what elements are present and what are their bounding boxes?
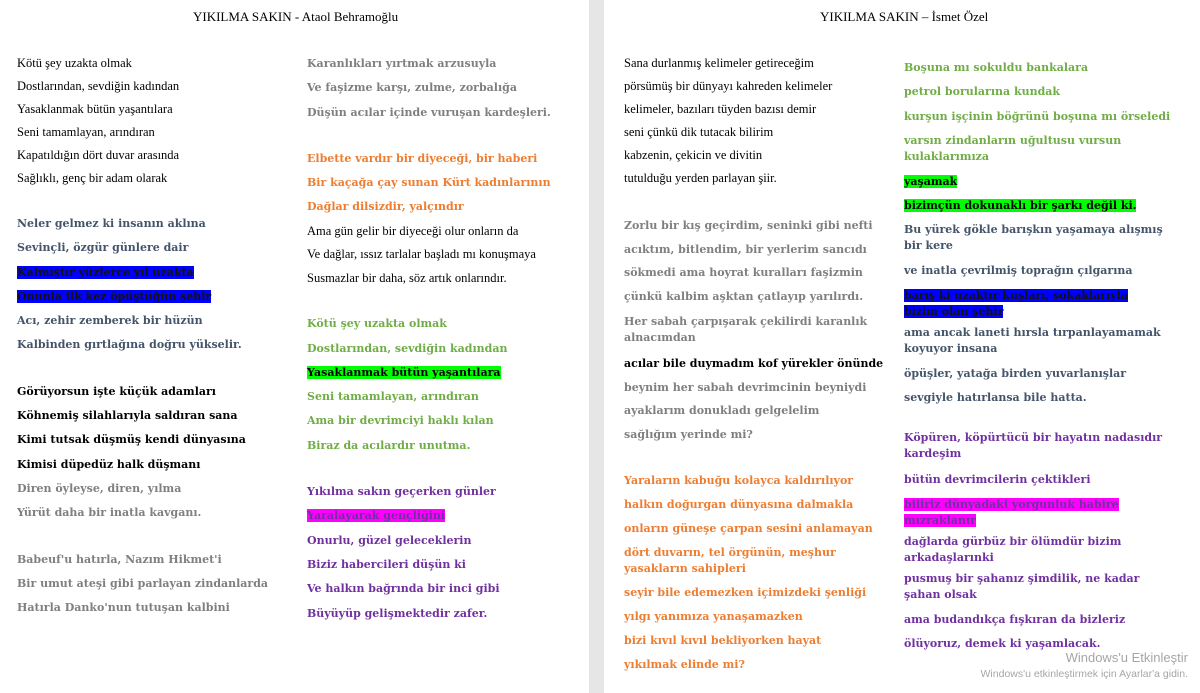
poem-line-highlighted (904, 170, 1164, 194)
poem-line: sağlığım yerinde mi? (624, 427, 753, 441)
green-highlight: Yasaklanmak bütün yaşantılara (307, 365, 501, 379)
poem-line: Kalbinden gırtlağına doğru yükselir. (17, 338, 242, 352)
poem-line: ayaklarım donukladı gelgelelim (624, 404, 820, 418)
green-highlight: yaşamak (904, 174, 958, 188)
poem-line: seyir bile edemezken içimizdeki şenliği (624, 585, 867, 599)
poem-line: pörsümüş bir dünyayı kahreden kelimeler (624, 79, 833, 93)
poem-line: Elbette vardır bir diyeceği, bir haberi (307, 151, 538, 165)
poem-line-highlighted (17, 285, 268, 309)
poem-line: petrol borularına kundak (904, 85, 1061, 99)
poem-line: varsın zindanların uğultusu vursun kulaklarımıza (904, 133, 1122, 163)
blue-highlight: Onunla ilk kez öpüştüğün şehir (17, 289, 212, 303)
poem-line: Dostlarından, sevdiğin kadından (17, 79, 180, 93)
poem-line: seni çünkü dik tutacak bilirim (624, 125, 774, 139)
poem-line: Babeuf'u hatırla, Nazım Hikmet'i (17, 552, 222, 566)
left-column-2 (307, 52, 551, 626)
poem-line-highlighted (17, 261, 268, 285)
poem-line: Kötü şey uzakta olmak (17, 56, 132, 70)
poem-line: Neler gelmez ki insanın aklına (17, 217, 206, 230)
poem-line: Görüyorsun işte küçük adamları (17, 384, 216, 398)
left-poem-title: YIKILMA SAKIN - Ataol Behramoğlu (193, 9, 399, 24)
poem-line: yıkılmak elinde mi? (624, 657, 745, 671)
poem-line: Her sabah çarpışarak çekilirdi karanlık alnacımdan (624, 314, 868, 344)
poem-line: onların güneşe çarpan sesini anlamayan (624, 521, 873, 535)
poem-line: Kimisi düpedüz halk düşmanı (17, 457, 201, 471)
poem-line: Acı, zehir zemberek bir hüzün (17, 314, 203, 328)
right-document-page (604, 0, 1200, 693)
poem-line: Biziz habercileri düşün ki (307, 557, 466, 571)
poem-line: Seni tamamlayan, arındıran (17, 125, 155, 139)
poem-line: pusmuş bir şahanız şimdilik, ne kadar şahan olsak (904, 571, 1140, 601)
poem-line-highlighted (307, 361, 551, 385)
poem-line: çünkü kalbim aşktan çatlayıp yarılırdı. (624, 290, 864, 304)
poem-line: Dostlarından, sevdiğin kadından (307, 341, 508, 355)
poem-line: Sana durlanmış kelimeler getireceğim (624, 56, 814, 70)
poem-line-highlighted (904, 288, 1164, 320)
poem-line: Kapatıldığın dört duvar arasında (17, 148, 180, 162)
poem-line: halkın doğurgan dünyasına dalmakla (624, 497, 854, 511)
poem-line: bizi kıvıl kıvıl bekliyorken hayat (624, 633, 822, 647)
poem-line: Ama bir devrimciyi haklı kılan (307, 414, 494, 428)
poem-line: Yasaklanmak bütün yaşantılara (17, 102, 173, 116)
poem-line: tutulduğu yerden parlayan şiir. (624, 171, 777, 185)
poem-line: Ve halkın bağrında bir inci gibi (307, 582, 500, 596)
poem-line: sevgiyle hatırlansa bile hatta. (904, 391, 1087, 405)
magenta-highlight: Yaralayarak gençliğini (307, 509, 446, 523)
poem-line: kelimeler, bazıları tüyden bazısı demir (624, 102, 817, 116)
poem-line: Onurlu, güzel geleceklerin (307, 533, 472, 547)
poem-line: Yıkılma sakın geçerken günler (307, 485, 496, 499)
poem-line-highlighted (904, 497, 1164, 529)
poem-line: Sağlıklı, genç bir adam olarak (17, 171, 168, 185)
poem-line: Düşün acılar içinde vuruşan kardeşleri. (307, 105, 551, 119)
poem-line: dağlarda gürbüz bir ölümdür bizim arkadaşlarınki (904, 534, 1122, 564)
poem-line: Kötü şey uzakta olmak (307, 317, 447, 331)
poem-line: Bu yürek gökle barışkın yaşamaya alışmış bir kere (904, 223, 1163, 253)
poem-line: acılar bile duymadım kof yürekler önünde (624, 356, 884, 370)
poem-line: Yürüt daha bir inatla kavganı. (17, 506, 202, 520)
poem-line: Boşuna mı sokuldu bankalara (904, 61, 1089, 74)
right-poem-title: YIKILMA SAKIN – İsmet Özel (820, 9, 989, 24)
poem-line-highlighted (904, 194, 1164, 218)
poem-line: Ve faşizme karşı, zulme, zorbalığa (307, 81, 517, 95)
poem-line: Bir kaçağa çay sunan Kürt kadınlarının (307, 176, 551, 190)
poem-line: yılgı yanımıza yanaşamazken (624, 609, 803, 623)
poem-line: kurşun işçinin böğrünü boşuna mı örseledi (904, 109, 1171, 123)
poem-line: ama ancak laneti hırsla tırpanlayamamak koyuyor insana (904, 325, 1161, 355)
poem-line: acıktım, bitlendim, bir yerlerim sancıdı (624, 242, 867, 256)
green-highlight: bizimçün dokunaklı bir şarkı değil ki. (904, 199, 1137, 213)
poem-line: Seni tamamlayan, arındıran (307, 390, 479, 404)
poem-line: ve inatla çevrilmiş toprağın çılgarına (904, 264, 1133, 278)
magenta-highlight: biliriz dünyadaki yorgunluk habire mızraklanır (904, 497, 1119, 527)
poem-line: Büyüyüp gelişmektedir zafer. (307, 606, 488, 620)
poem-line: kabzenin, çekicin ve divitin (624, 148, 763, 162)
poem-line: bütün devrimcilerin çektikleri (904, 473, 1091, 487)
left-document-page (0, 0, 589, 693)
right-column-1 (624, 52, 892, 677)
poem-line: ölüyoruz, demek ki yaşamlacak. (904, 636, 1101, 650)
poem-line: Zorlu bir kış geçirdim, seninki gibi nefti (624, 219, 873, 232)
poem-line: Sevinçli, özgür günlere dair (17, 241, 189, 255)
poem-line: ama budandıkça fışkıran da bizleriz (904, 612, 1126, 626)
blue-highlight: Kalmıştır yüzlerce yıl uzakta (17, 265, 194, 279)
poem-line: Ama gün gelir bir diyeceği olur onların da (307, 223, 519, 238)
poem-line: Ve dağlar, ıssız tarlalar başladı mı konuşmaya (307, 247, 536, 262)
poem-line: Karanlıkları yırtmak arzusuyla (307, 57, 497, 70)
left-column-1 (17, 52, 268, 620)
poem-line: Hatırla Danko'nun tutuşan kalbini (17, 601, 230, 615)
poem-line: Köhnemiş silahlarıyla saldıran sana (17, 409, 238, 423)
right-column-2 (904, 56, 1171, 656)
activation-watermark-title: Windows'u Etkinleştir (1065, 650, 1188, 665)
poem-line: öpüşler, yatağa birden yuvarlanışlar (904, 366, 1127, 380)
activation-watermark-subtitle: Windows'u etkinleştirmek için Ayarlar'a gidin. (980, 668, 1188, 680)
blue-highlight: barış ki uzaktır kuşları, sokaklarıyla bizim olan şehir (904, 288, 1128, 318)
poem-line: Köpüren, köpürtücü bir hayatın nadasıdır kardeşim (904, 431, 1163, 461)
poem-line: dört duvarın, tel örgünün, meşhur yasakların sahipleri (624, 545, 836, 575)
poem-line: Yaraların kabuğu kolayca kaldırılıyor (624, 473, 854, 487)
poem-line-highlighted (307, 504, 551, 528)
poem-line: beynim her sabah devrimcinin beyniydi (624, 380, 867, 394)
poem-line: Diren öyleyse, diren, yılma (17, 481, 182, 495)
page-gutter (589, 0, 604, 693)
poem-line: Bir umut ateşi gibi parlayan zindanlarda (17, 576, 269, 590)
poem-line: Dağlar dilsizdir, yalçındır (307, 200, 464, 214)
poem-line: sökmedi ama hoyrat kuralları faşizmin (624, 266, 863, 280)
poem-line: Biraz da acılardır unutma. (307, 438, 471, 452)
poem-line: Susmazlar bir daha, söz artık onlarındır. (307, 270, 507, 285)
poem-line: Kimi tutsak düşmüş kendi dünyasına (17, 433, 246, 447)
